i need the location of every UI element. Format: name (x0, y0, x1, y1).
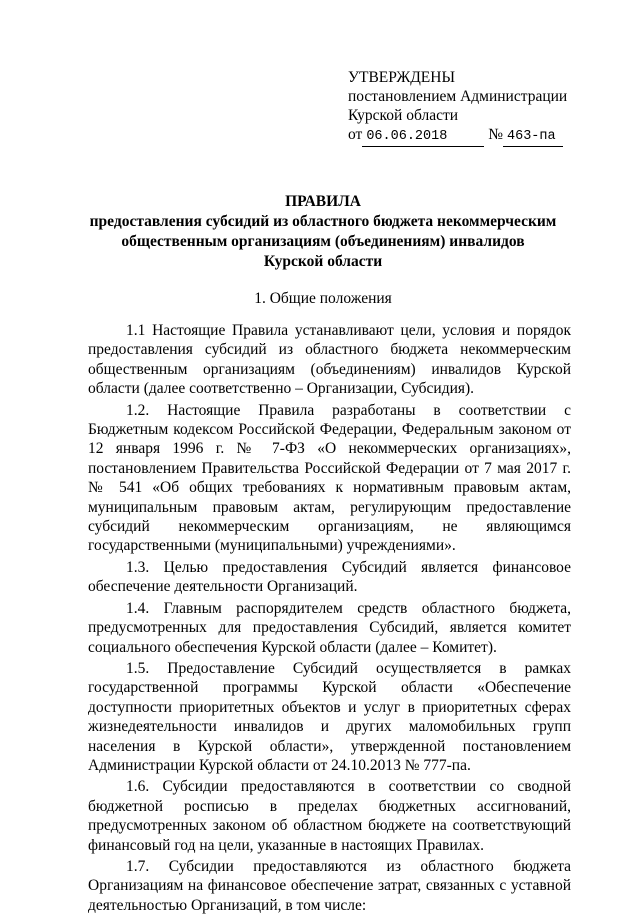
title-heading: ПРАВИЛА (285, 193, 361, 210)
document-title (88, 192, 558, 272)
number-prefix: № (488, 126, 503, 143)
paragraph-1-7: 1.7. Субсидии предоставляются из областного бюджета Организациям на финансовое обеспечение затрат, связанных с уставной деятельностью Организаций, в том числе: (88, 857, 571, 914)
title-line-1: предоставления субсидий из областного бюджета некоммерческим (89, 213, 557, 230)
paragraph-1-4: 1.4. Главным распорядителем средств областного бюджета, предусмотренных для предоставления Субсидий, является комитет социального обеспечения Курской области (далее – Комитет). (88, 599, 571, 656)
paragraph-1-2: 1.2. Настоящие Правила разработаны в соответствии с Бюджетным кодексом Российской Федерации, Федеральным законом от 12 января 1996 г. № 7-ФЗ «О некоммерческих организациях», постановлением Правительства Российской Федерации от 7 мая 2017 г. № 541 «Об общих требованиях к нормативным правовым актам, муниципальным правовым актам, регулирующим предоставление субсидий некоммерческим организациям, не являющимся государственными (муниципальными) учреждениями». (88, 401, 571, 555)
approval-date-line (348, 125, 567, 147)
approval-line-2: Курской области (348, 107, 459, 124)
paragraph-1-6-label: 1.6. (126, 778, 150, 796)
title-line-3: Курской области (263, 253, 383, 270)
approval-title: УТВЕРЖДЕНЫ (348, 69, 455, 86)
approval-line-1: постановлением Администрации (348, 88, 568, 105)
paragraph-1-6 (88, 777, 571, 855)
date-prefix: от (348, 126, 363, 143)
paragraph-1-3: 1.3. Целью предоставления Субсидий является финансовое обеспечение деятельности Организаций. (88, 558, 571, 596)
title-line-2: общественным организациям (объединениям) инвалидов (121, 233, 525, 250)
document-body (88, 321, 571, 917)
approval-date: 06.06.2018 (362, 127, 484, 147)
approval-number: 463-па (503, 127, 563, 147)
paragraph-1-6-text: Субсидии предоставляются в соответствии со сводной бюджетной росписью в пределах бюджетных ассигнований, предусмотренных законом об областном бюджете на соответствующий финансовый год на цели, указанные в настоящих Правилах. (88, 778, 571, 854)
section-title: 1. Общие положения (254, 290, 392, 307)
paragraph-1-1: 1.1 Настоящие Правила устанавливают цели, условия и порядок предоставления субсидий из областного бюджета некоммерческим общественным организациям (объединениям) инвалидов Курской области (далее соответственно – Организации, Субсидия). (88, 322, 571, 398)
paragraph-1-5: 1.5. Предоставление Субсидий осуществляется в рамках государственной программы Курской области «Обеспечение доступности приоритетных объектов и услуг в приоритетных сферах жизнедеятельности инвалидов и других маломобильных групп населения в Курской области», утвержденной постановлением Администрации Курской области от 24.10.2013 № 777-па. (88, 659, 571, 774)
approval-stamp (348, 68, 567, 147)
